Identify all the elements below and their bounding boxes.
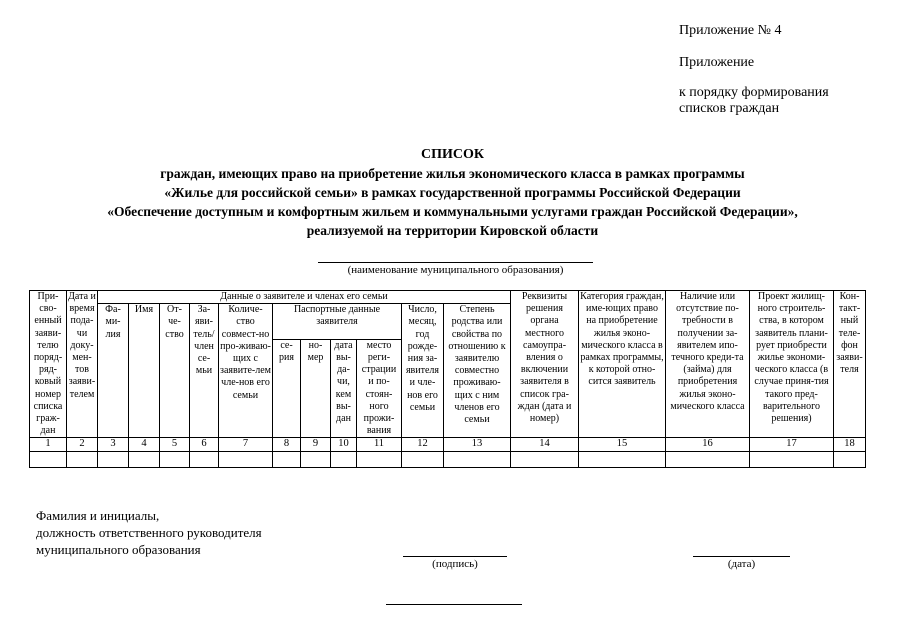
col-passport-series: се-рия: [273, 339, 301, 438]
col-applicant-or-member: За-яви-тель/член се-мьи: [190, 304, 219, 438]
col-number: 10: [331, 438, 357, 451]
title-line3: «Обеспечение доступным и комфортным жильем и коммунальными услугами граждан Российской Федерации»,: [107, 204, 798, 219]
table-cell: [666, 451, 750, 467]
signatory-block: [36, 507, 262, 558]
col-number: 1: [30, 438, 67, 451]
title-line2: «Жилье для российской семьи» в рамках государственной программы Российской Федерации: [164, 185, 741, 200]
col-registration-place: место реги-страции и по-стоян-ного прожи-вания: [357, 339, 402, 438]
bottom-line: [386, 604, 522, 605]
col-name: Имя: [129, 304, 160, 438]
col-family-members-count: Количе-ство совмест-но про-живаю-щих с заявите-лем чле-нов его семьи: [219, 304, 273, 438]
col-category: Категория граждан, име-ющих право на приобретение жилья эконо-мического класса в рамках программы, к которой отно-сится заявитель: [579, 291, 666, 438]
col-patronymic: От-че-ство: [160, 304, 190, 438]
document-title: [0, 145, 905, 240]
col-number: 18: [834, 438, 866, 451]
table-cell: [219, 451, 273, 467]
table-cell: [579, 451, 666, 467]
signatory-line1: Фамилия и инициалы,: [36, 508, 160, 523]
title-line1: граждан, имеющих право на приобретение жилья экономического класса в рамках программы: [160, 166, 745, 181]
col-decision-details: Реквизиты решения органа местного самоупра-вления о включении заявителя в список гра-ждан (дата и номер): [511, 291, 579, 438]
table-cell: [160, 451, 190, 467]
title-line4: реализуемой на территории Кировской области: [306, 223, 599, 238]
signature-line: [403, 556, 507, 557]
table-cell: [402, 451, 444, 467]
col-number: 3: [98, 438, 129, 451]
col-number: 4: [129, 438, 160, 451]
date-caption: (дата): [727, 558, 756, 570]
col-number: 6: [190, 438, 219, 451]
col-housing-project: Проект жилищ-ного строитель-ства, в котором заявитель плани-рует приобрести жилье экономи-ческого класса (в случае приня-тия такого пред-варительного решения): [750, 291, 834, 438]
table-cell: [834, 451, 866, 467]
appendix-label: Приложение: [679, 55, 755, 70]
appendix-subtitle-line1: к порядку формирования: [679, 85, 829, 100]
signatory-line2: должность ответственного руководителя: [36, 525, 262, 540]
table-cell: [331, 451, 357, 467]
col-number: 14: [511, 438, 579, 451]
col-relationship: Степень родства или свойства по отношению к заявителю совместно проживаю-щих с ним членов его семьи: [444, 304, 511, 438]
col-number: 13: [444, 438, 511, 451]
col-number: 16: [666, 438, 750, 451]
col-number: 2: [67, 438, 98, 451]
col-number: 17: [750, 438, 834, 451]
col-number: 8: [273, 438, 301, 451]
col-phone: Кон-такт-ный теле-фон заяви-теля: [834, 291, 866, 438]
citizens-register-table: [29, 290, 866, 468]
table-cell: [273, 451, 301, 467]
col-mortgage-need: Наличие или отсутствие по-требности в получении за-явителем ипо-течного креди-та (займа) для приобретения жилья эконо-мического класса: [666, 291, 750, 438]
signatory-line3: муниципального образования: [36, 542, 201, 557]
appendix-number: Приложение № 4: [679, 23, 782, 38]
table-cell: [98, 451, 129, 467]
col-birth-date: Число, месяц, год рожде-ния за-явителя и чле-нов его семьи: [402, 304, 444, 438]
col-number: 12: [402, 438, 444, 451]
table-row: [30, 451, 866, 467]
municipality-underline: [318, 262, 593, 263]
appendix-subtitle-line2: списков граждан: [679, 101, 780, 116]
group-passport-data: Паспортные данные заявителя: [273, 304, 402, 340]
table-cell: [30, 451, 67, 467]
col-number: 11: [357, 438, 402, 451]
col-number: 9: [301, 438, 331, 451]
signature-caption: (подпись): [432, 558, 478, 570]
municipality-caption: (наименование муниципального образования): [347, 264, 564, 276]
table-cell: [129, 451, 160, 467]
col-passport-number: но-мер: [301, 339, 331, 438]
col-number: 7: [219, 438, 273, 451]
col-number: 5: [160, 438, 190, 451]
col-submission-date: Дата и время пода-чи доку-мен-тов заяви-телем: [67, 291, 98, 438]
group-applicant-data: Данные о заявителе и членах его семьи: [98, 291, 511, 304]
table-cell: [444, 451, 511, 467]
col-assigned-number: При-сво-енный заяви-телю поряд-ряд-ковый номер списка граж-дан: [30, 291, 67, 438]
col-passport-issue: дата вы-да-чи, кем вы-дан: [331, 339, 357, 438]
date-line: [693, 556, 790, 557]
table-cell: [357, 451, 402, 467]
col-number: 15: [579, 438, 666, 451]
table-cell: [511, 451, 579, 467]
table-cell: [67, 451, 98, 467]
table-cell: [301, 451, 331, 467]
title-main: СПИСОК: [420, 147, 485, 162]
col-surname: Фа-ми-лия: [98, 304, 129, 438]
table-cell: [750, 451, 834, 467]
table-cell: [190, 451, 219, 467]
